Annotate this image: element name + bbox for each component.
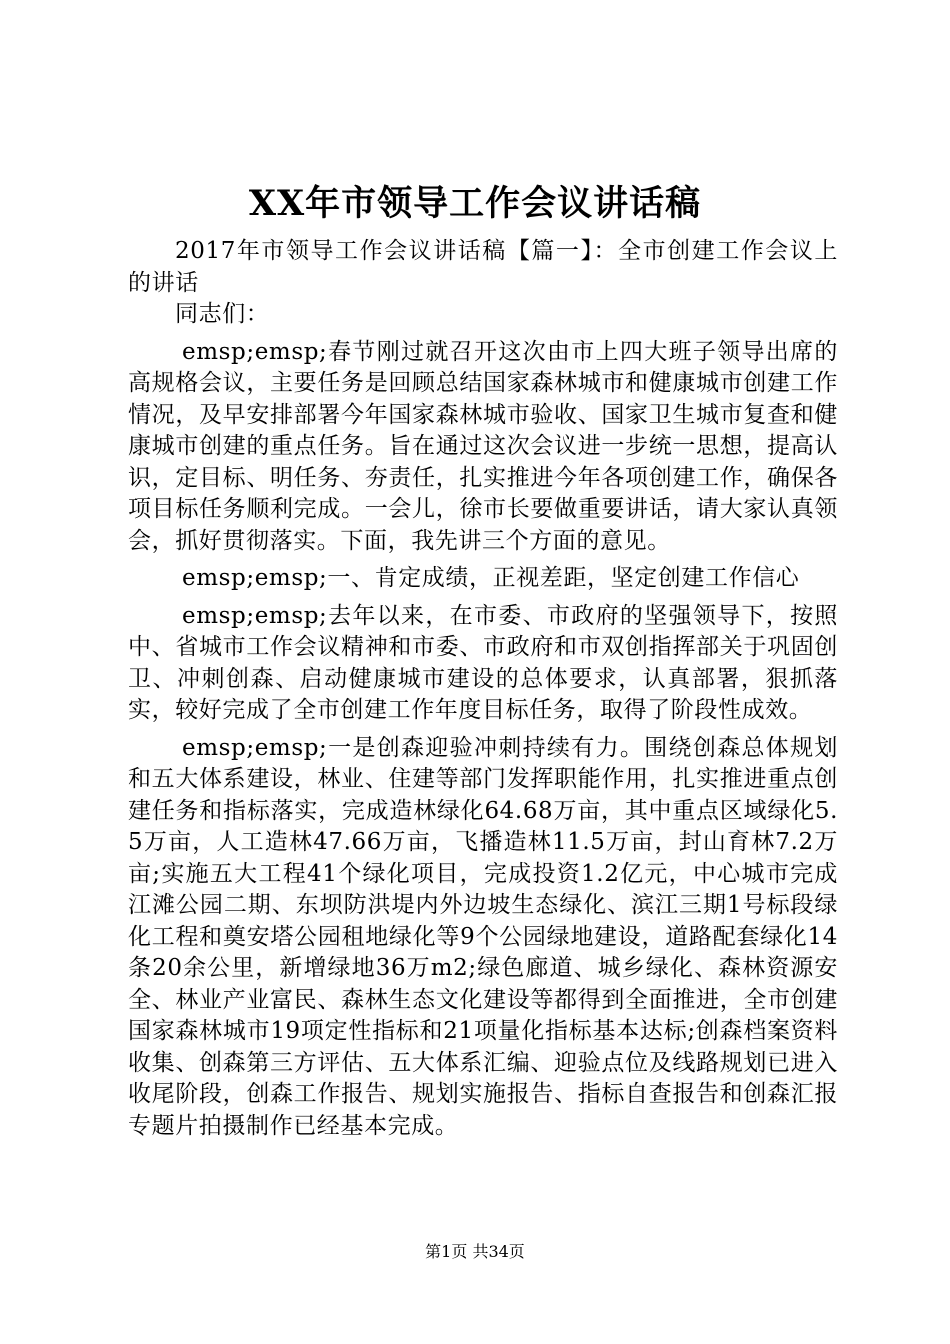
document-title: XX年市领导工作会议讲话稿 <box>248 183 702 224</box>
paragraph-heading: 2017年市领导工作会议讲话稿【篇一】：全市创建工作会议上的讲话 <box>128 238 838 296</box>
page-number-footer: 第1页 共34页 <box>425 1242 525 1261</box>
paragraph-forest-city: emsp;emsp;一是创森迎验冲刺持续有力。围绕创森总体规划和五大体系建设，林业、住建等部门发挥职能作用，扎实推进重点创建任务和指标落实，完成造林绿化64.68万亩，其中重点区域绿化5.5万亩，人工造林47.66万亩，飞播造林11.5万亩，封山育林7.2万亩;实施五大工程41个绿化项目，完成投资1.2亿元，中心城市完成江滩公园二期、东坝防洪堤内外边坡生态绿化、滨江三期1号标段绿化工程和奠安塔公园租地绿化等9个公园绿地建设，道路配套绿化14条20余公里，新增绿地36万m2;绿色廊道、城乡绿化、森林资源安全、林业产业富民、森林生态文化建设等都得到全面推进，全市创建国家森林城市19项定性指标和21项量化指标基本达标;创森档案资料收集、创森第三方评估、五大体系汇编、迎验点位及线路规划已进入收尾阶段，创森工作报告、规划实施报告、指标自查报告和创森汇报专题片拍摄制作已经基本完成。 <box>128 734 838 1139</box>
paragraph-summary: emsp;emsp;去年以来，在市委、市政府的坚强领导下，按照中、省城市工作会议精神和市委、市政府和市双创指挥部关于巩固创卫、冲刺创森、启动健康城市建设的总体要求，认真部署，狠抓落实，较好完成了全市创建工作年度目标任务，取得了阶段性成效。 <box>128 602 838 723</box>
paragraph-intro: emsp;emsp;春节刚过就召开这次由市上四大班子领导出席的高规格会议，主要任务是回顾总结国家森林城市和健康城市创建工作情况，及早安排部署今年国家森林城市验收、国家卫生城市复查和健康城市创建的重点任务。旨在通过这次会议进一步统一思想，提高认识，定目标、明任务、夯责任，扎实推进今年各项创建工作，确保各项目标任务顺利完成。一会儿，徐市长要做重要讲话，请大家认真领会，抓好贯彻落实。下面，我先讲三个方面的意见。 <box>128 338 838 554</box>
paragraph-salutation: 同志们： <box>175 301 270 327</box>
document-body <box>128 236 838 1142</box>
paragraph-section-heading: emsp;emsp;一、肯定成绩，正视差距，坚定创建工作信心 <box>182 565 800 591</box>
